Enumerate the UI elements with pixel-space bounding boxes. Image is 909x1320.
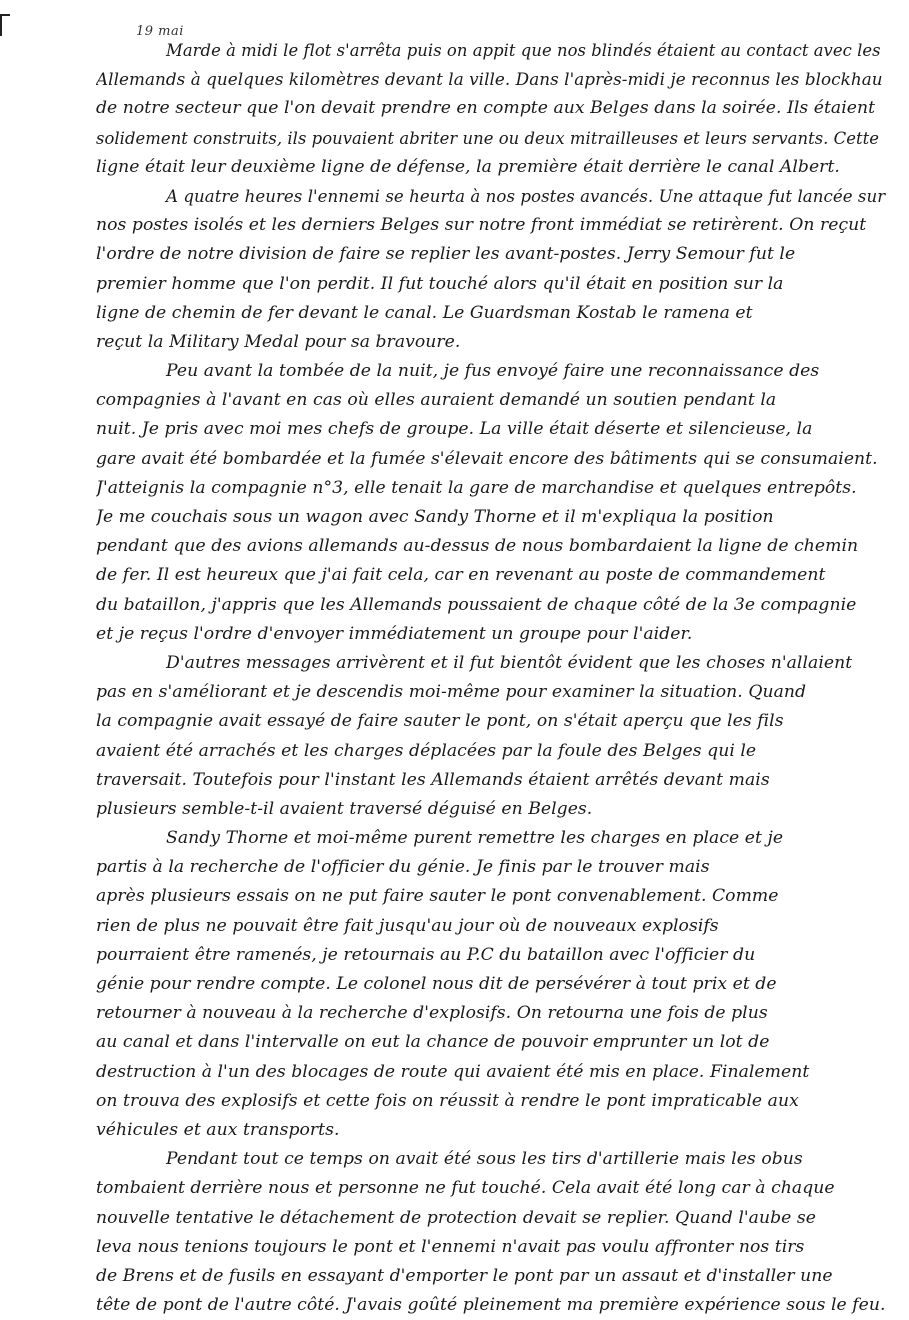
text-line: A quatre heures l'ennemi se heurta à nos postes avancés. Une attaque fut lancée sur: [166, 186, 886, 206]
text-line: premier homme que l'on perdit. Il fut touché alors qu'il était en position sur la: [96, 273, 784, 294]
text-line: Peu avant la tombée de la nuit, je fus envoyé faire une reconnaissance des: [166, 361, 820, 382]
text-line: on trouva des explosifs et cette fois on réussit à rendre le pont impraticable aux: [96, 1090, 799, 1111]
text-line: Pendant tout ce temps on avait été sous les tirs d'artillerie mais les obus: [166, 1149, 803, 1170]
text-line: leva nous tenions toujours le pont et l'ennemi n'avait pas voulu affronter nos tirs: [96, 1236, 805, 1257]
text-line: avaient été arrachés et les charges déplacées par la foule des Belges qui le: [96, 740, 757, 761]
text-line: J'atteignis la compagnie n°3, elle tenait la gare de marchandise et quelques entrepôts.: [96, 477, 857, 498]
text-line: solidement construits, ils pouvaient abriter une ou deux mitrailleuses et leurs servants. Cette: [96, 128, 880, 148]
text-line: de fer. Il est heureux que j'ai fait cela, car en revenant au poste de commandement: [96, 565, 826, 586]
text-line: pas en s'améliorant et je descendis moi-même pour examiner la situation. Quand: [96, 682, 807, 703]
text-line: gare avait été bombardée et la fumée s'élevait encore des bâtiments qui se consumaient.: [96, 448, 878, 469]
text-line: pendant que des avions allemands au-dessus de nous bombardaient la ligne de chemin: [96, 536, 859, 557]
text-line: destruction à l'un des blocages de route qui avaient été mis en place. Finalement: [96, 1061, 810, 1082]
text-line: après plusieurs essais on ne put faire sauter le pont convenablement. Comme: [96, 886, 779, 907]
text-line: traversait. Toutefois pour l'instant les Allemands étaient arrêtés devant mais: [96, 769, 770, 790]
page-corner-mark: [0, 14, 2, 36]
text-line: génie pour rendre compte. Le colonel nous dit de persévérer à tout prix et de: [96, 974, 777, 994]
text-line: l'ordre de notre division de faire se replier les avant-postes. Jerry Semour fut le: [96, 244, 796, 265]
text-line: pourraient être ramenés, je retournais au P.C du bataillon avec l'officier du: [96, 944, 756, 965]
text-line: reçut la Military Medal pour sa bravoure.: [96, 331, 461, 352]
text-line: nouvelle tentative le détachement de protection devait se replier. Quand l'aube se: [96, 1207, 816, 1228]
text-line: de notre secteur que l'on devait prendre en compte aux Belges dans la soirée. Ils étaient: [96, 98, 876, 119]
text-line: retourner à nouveau à la recherche d'explosifs. On retourna une fois de plus: [96, 1003, 768, 1024]
text-line: Sandy Thorne et moi-même purent remettre les charges en place et je: [166, 828, 784, 849]
text-line: nuit. Je pris avec moi mes chefs de groupe. La ville était déserte et silencieuse, la: [96, 419, 813, 440]
handwritten-text-body: [96, 36, 886, 1320]
text-line: Marde à midi le flot s'arrêta puis on appit que nos blindés étaient au contact avec les: [166, 41, 881, 60]
text-line: ligne était leur deuxième ligne de défense, la première était derrière le canal Albert.: [96, 156, 840, 177]
text-line: véhicules et aux transports.: [96, 1119, 340, 1140]
text-line: du bataillon, j'appris que les Allemands poussaient de chaque côté de la 3e compagnie: [96, 594, 857, 615]
text-line: nos postes isolés et les derniers Belges sur notre front immédiat se retirèrent. On reçut: [96, 215, 867, 236]
date-note: 19 mai: [136, 24, 184, 39]
text-line: partis à la recherche de l'officier du génie. Je finis par le trouver mais: [96, 857, 710, 878]
text-line: Je me couchais sous un wagon avec Sandy Thorne et il m'expliqua la position: [96, 507, 774, 527]
text-line: Allemands à quelques kilomètres devant la ville. Dans l'après-midi je reconnus les blockhau: [96, 69, 883, 90]
text-line: la compagnie avait essayé de faire sauter le pont, on s'était aperçu que les fils: [96, 711, 784, 732]
text-line: ligne de chemin de fer devant le canal. Le Guardsman Kostab le ramena et: [96, 302, 753, 323]
text-line: de Brens et de fusils en essayant d'emporter le pont par un assaut et d'installer une: [96, 1265, 833, 1286]
text-line: plusieurs semble-t-il avaient traversé déguisé en Belges.: [96, 798, 593, 819]
text-line: D'autres messages arrivèrent et il fut bientôt évident que les choses n'allaient: [166, 652, 853, 673]
text-line: tête de pont de l'autre côté. J'avais goûté pleinement ma première expérience sous le feu.: [96, 1295, 886, 1316]
text-line: compagnies à l'avant en cas où elles auraient demandé un soutien pendant la: [96, 390, 777, 411]
text-line: rien de plus ne pouvait être fait jusqu'au jour où de nouveaux explosifs: [96, 915, 719, 936]
text-line: au canal et dans l'intervalle on eut la chance de pouvoir emprunter un lot de: [96, 1032, 770, 1053]
text-line: et je reçus l'ordre d'envoyer immédiatement un groupe pour l'aider.: [96, 623, 693, 644]
text-line: tombaient derrière nous et personne ne fut touché. Cela avait été long car à chaque: [96, 1178, 835, 1199]
